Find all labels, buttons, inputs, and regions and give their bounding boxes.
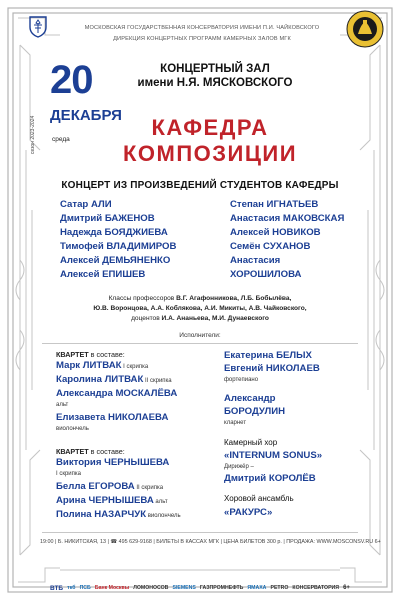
department-title-line1: КАФЕДРА: [151, 115, 269, 140]
performer-role: I скрипка: [56, 471, 81, 477]
performer-name: Каролина ЛИТВАК: [56, 374, 144, 385]
performer-entry: [56, 360, 148, 373]
choir-name: «INTERNUM SONUS»: [224, 450, 323, 461]
performer-entry: [56, 374, 172, 387]
docents-names: И.А. Ананьева, М.И. Дунаевского: [161, 315, 269, 322]
performer-name-line1: Александр: [224, 393, 276, 404]
composer-name: Сатар АЛИ: [60, 199, 112, 210]
composer-name: Тимофей ВЛАДИМИРОВ: [60, 241, 177, 252]
sponsor-logo: КОНСЕРВАТОРИЯ: [292, 585, 340, 591]
performer-name: Виктория ЧЕРНЫШЕВА: [56, 457, 170, 468]
composer-name: Дмитрий БАЖЕНОВ: [60, 213, 155, 224]
composer-name: Алексей НОВИКОВ: [230, 227, 321, 238]
sponsor-logo: ПСБ: [79, 585, 91, 591]
hall-subtitle: имени Н.Я. МЯСКОВСКОГО: [137, 77, 293, 89]
season-label: сезон 2023-2024: [30, 115, 36, 154]
sponsor-logo: PETRO: [270, 585, 289, 591]
ensemble-caption: Хоровой ансамбль: [224, 494, 294, 503]
ensemble-name: «РАКУРС»: [224, 507, 273, 518]
professors-line2: [42, 304, 358, 313]
performer-entry: [56, 481, 163, 494]
performer-role: альт: [153, 499, 168, 505]
date-day-number: 20: [50, 58, 93, 102]
date-weekday: среда: [52, 136, 70, 143]
conductor-role: Дирижёр –: [224, 464, 254, 470]
performer-role: фортепиано: [224, 377, 259, 383]
docents-prefix: доцентов: [131, 315, 162, 322]
performer-role: II скрипка: [134, 485, 164, 491]
divider: [42, 532, 358, 533]
ministry-emblem-icon: [26, 14, 50, 38]
date-month: ДЕКАБРЯ: [50, 107, 122, 124]
choir-caption: Камерный хор: [224, 438, 278, 447]
sponsor-logo: ЛОМОНОСОВ: [133, 585, 169, 591]
performer-role: альт: [56, 402, 69, 408]
sponsor-logo: ГАЗПРОМНЕФТЬ: [199, 585, 244, 591]
professors-line1: [42, 294, 358, 303]
performer-role: виолончель: [146, 513, 181, 519]
performers-heading: Исполнители:: [179, 332, 221, 339]
composer-name: Степан ИГНАТЬЕВ: [230, 199, 319, 210]
sponsor-logo: ВТБ: [50, 584, 64, 592]
performer-role: виолончель: [56, 426, 89, 432]
organization-line: МОСКОВСКАЯ ГОСУДАРСТВЕННАЯ КОНСЕРВАТОРИЯ ИМЕНИ П.И. ЧАЙКОВСКОГО: [84, 25, 320, 31]
sponsor-logo: SIEMENS: [172, 585, 196, 591]
composer-name: ХОРОШИЛОВА: [230, 269, 302, 280]
age-rating: 6+: [343, 585, 350, 591]
composer-name: Семён СУХАНОВ: [230, 241, 311, 252]
performer-name: Екатерина БЕЛЫХ: [224, 350, 312, 361]
composer-name: Анастасия МАКОВСКАЯ: [230, 213, 345, 224]
performer-name: Белла ЕГОРОВА: [56, 481, 135, 492]
composer-name: Алексей ДЕМЬЯНЕНКО: [60, 255, 171, 266]
performer-role: II скрипка: [143, 378, 172, 384]
performer-name: Евгений НИКОЛАЕВ: [224, 363, 320, 374]
performer-name: Арина ЧЕРНЫШЕВА: [56, 495, 154, 506]
sponsor-logo: ЯМАХА: [247, 585, 267, 591]
professors-prefix: Классы профессоров: [108, 295, 177, 302]
professors-line3: [42, 314, 358, 323]
department-title-line2: КОМПОЗИЦИИ: [122, 141, 298, 166]
performer-role: кларнет: [224, 420, 247, 426]
performer-role: I скрипка: [121, 364, 149, 370]
footer-info: 19:00 | Б. НИКИТСКАЯ, 13 | ☎ 495 629-9168 | БИЛЕТЫ В КАССАХ МГК | ЦЕНА БИЛЕТОВ 300 р. | ПРОДАЖА: WWW.MOSCONSV.RU 6+: [40, 539, 381, 545]
divider: [42, 343, 358, 344]
concert-title: КОНЦЕРТ ИЗ ПРОИЗВЕДЕНИЙ СТУДЕНТОВ КАФЕДРЫ: [61, 180, 339, 191]
hall-title: КОНЦЕРТНЫЙ ЗАЛ: [160, 63, 270, 75]
quartet-heading: [56, 350, 125, 359]
performer-entry: [56, 509, 181, 522]
quartet-heading: [56, 447, 125, 456]
professors-names: В.Г. Агафонникова, Л.Б. Бобылёва,: [176, 295, 292, 302]
quartet-label: КВАРТЕТ: [56, 350, 89, 359]
performer-name-line2: БОРОДУЛИН: [224, 406, 286, 417]
sponsor-logo: Банк Москвы: [94, 585, 130, 591]
sponsors-bar: [50, 582, 350, 594]
quartet-label: КВАРТЕТ: [56, 447, 89, 456]
conductor-name: Дмитрий КОРОЛЁВ: [224, 473, 316, 484]
performer-name: Марк ЛИТВАК: [56, 360, 122, 371]
quartet-label-rest: в составе:: [88, 447, 125, 456]
quartet-label-rest: в составе:: [88, 350, 125, 359]
professors-names: Ю.В. Воронцова, А.А. Коблякова, А.И. Микиты, А.В. Чайковского,: [93, 305, 307, 312]
composer-name: Надежда БОЯДЖИЕВА: [60, 227, 168, 238]
composer-name: Алексей ЕПИШЕВ: [60, 269, 146, 280]
performer-entry: [56, 495, 168, 508]
performer-name: Елизавета НИКОЛАЕВА: [56, 412, 169, 423]
sponsor-logo: ткб: [67, 585, 76, 591]
composer-name: Анастасия: [230, 255, 281, 266]
performer-name: Александра МОСКАЛЁВА: [56, 388, 178, 399]
performer-name: Полина НАЗАРЧУК: [56, 509, 147, 520]
directorate-line: ДИРЕКЦИЯ КОНЦЕРТНЫХ ПРОГРАММ КАМЕРНЫХ ЗАЛОВ МГК: [113, 36, 291, 42]
conservatory-seal-icon: [346, 10, 384, 48]
